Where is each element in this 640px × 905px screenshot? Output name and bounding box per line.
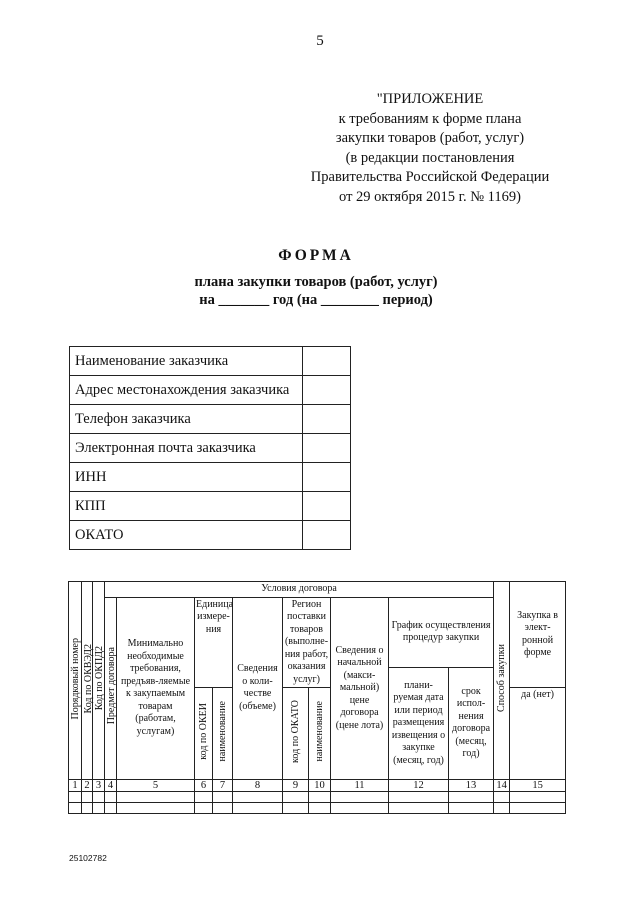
customer-address-label: Адрес местонахождения заказчика bbox=[70, 376, 303, 405]
header-unit: Единица измере-ния bbox=[195, 597, 233, 688]
customer-phone-label: Телефон заказчика bbox=[70, 405, 303, 434]
column-number: 4 bbox=[105, 780, 117, 792]
header-schedule: График осуществления процедур закупки bbox=[389, 597, 494, 667]
header-okei-code: код по ОКЕИ bbox=[195, 688, 213, 780]
column-number: 9 bbox=[283, 780, 309, 792]
header-order-number: Порядковый номер bbox=[69, 582, 82, 780]
customer-email-label: Электронная почта заказчика bbox=[70, 434, 303, 463]
column-number: 10 bbox=[309, 780, 331, 792]
column-number: 12 bbox=[389, 780, 449, 792]
column-number: 1 bbox=[69, 780, 82, 792]
customer-email-value[interactable] bbox=[303, 434, 351, 463]
header-okato-code: код по ОКАТО bbox=[283, 688, 309, 780]
okato-label: ОКАТО bbox=[70, 521, 303, 550]
column-number: 2 bbox=[82, 780, 93, 792]
header-procurement-method: Способ закупки bbox=[494, 582, 510, 780]
column-number: 7 bbox=[213, 780, 233, 792]
table-row bbox=[69, 582, 566, 598]
customer-name-label: Наименование заказчика bbox=[70, 347, 303, 376]
header-electronic: Закупка в элект-ронной форме bbox=[510, 582, 566, 688]
appendix-block bbox=[295, 90, 565, 207]
table-row bbox=[70, 347, 351, 376]
appendix-line: (в редакции постановления bbox=[345, 149, 515, 166]
header-initial-price: Сведения о начальной (макси-мальной) цене договора (цене лота) bbox=[331, 597, 389, 780]
appendix-line: "ПРИЛОЖЕНИЕ bbox=[376, 91, 484, 107]
column-number-row bbox=[69, 780, 566, 792]
header-contract-terms: Условия договора bbox=[105, 582, 494, 598]
header-execution-term: срок испол-нения договора (месяц, год) bbox=[449, 667, 494, 780]
kpp-label: КПП bbox=[70, 492, 303, 521]
customer-address-value[interactable] bbox=[303, 376, 351, 405]
inn-value[interactable] bbox=[303, 463, 351, 492]
table-row bbox=[70, 492, 351, 521]
column-number: 11 bbox=[331, 780, 389, 792]
table-row bbox=[70, 434, 351, 463]
column-number: 5 bbox=[117, 780, 195, 792]
table-row bbox=[70, 405, 351, 434]
customer-name-value[interactable] bbox=[303, 347, 351, 376]
header-okved2: Код по ОКВЭД2 bbox=[82, 582, 93, 780]
header-quantity: Сведения о коли-честве (объеме) bbox=[233, 597, 283, 780]
form-title: ФОРМА bbox=[278, 247, 354, 264]
inn-label: ИНН bbox=[70, 463, 303, 492]
header-region: Регион поставки товаров (выполне-ния работ, оказания услуг) bbox=[283, 597, 331, 688]
okato-value[interactable] bbox=[303, 521, 351, 550]
header-region-name: наименование bbox=[309, 688, 331, 780]
column-number: 3 bbox=[93, 780, 105, 792]
header-planned-date: плани-руемая дата или период размещения извещения о закупке (месяц, год) bbox=[389, 667, 449, 780]
column-number: 13 bbox=[449, 780, 494, 792]
table-row bbox=[70, 463, 351, 492]
customer-phone-value[interactable] bbox=[303, 405, 351, 434]
appendix-line: Правительства Российской Федерации bbox=[310, 169, 550, 185]
form-period-line: на _______ год (на ________ период) bbox=[199, 292, 433, 308]
kpp-value[interactable] bbox=[303, 492, 351, 521]
table-row bbox=[70, 521, 351, 550]
column-number: 8 bbox=[233, 780, 283, 792]
form-subtitle: плана закупки товаров (работ, услуг) bbox=[194, 274, 438, 290]
procurement-plan-table bbox=[68, 581, 566, 814]
document-code: 25102782 bbox=[69, 853, 107, 863]
appendix-line: к требованиям к форме плана bbox=[338, 110, 522, 127]
column-number: 15 bbox=[510, 780, 566, 792]
table-row bbox=[69, 792, 566, 803]
page-number: 5 bbox=[316, 33, 324, 49]
header-min-requirements: Минимально необходимые требования, предъяв-ляемые к закупаемым товарам (работам, услугам) bbox=[117, 597, 195, 780]
column-number: 14 bbox=[494, 780, 510, 792]
header-okpd2: Код по ОКПД2 bbox=[93, 582, 105, 780]
header-subject: Предмет договора bbox=[105, 597, 117, 780]
appendix-line: закупки товаров (работ, услуг) bbox=[335, 130, 525, 146]
customer-info-table bbox=[69, 346, 351, 550]
table-row bbox=[69, 803, 566, 814]
column-number: 6 bbox=[195, 780, 213, 792]
appendix-line: от 29 октября 2015 г. № 1169) bbox=[339, 188, 521, 205]
table-row bbox=[70, 376, 351, 405]
header-electronic-yes-no: да (нет) bbox=[510, 688, 566, 780]
header-unit-name: наименование bbox=[213, 688, 233, 780]
table-row bbox=[69, 597, 566, 667]
